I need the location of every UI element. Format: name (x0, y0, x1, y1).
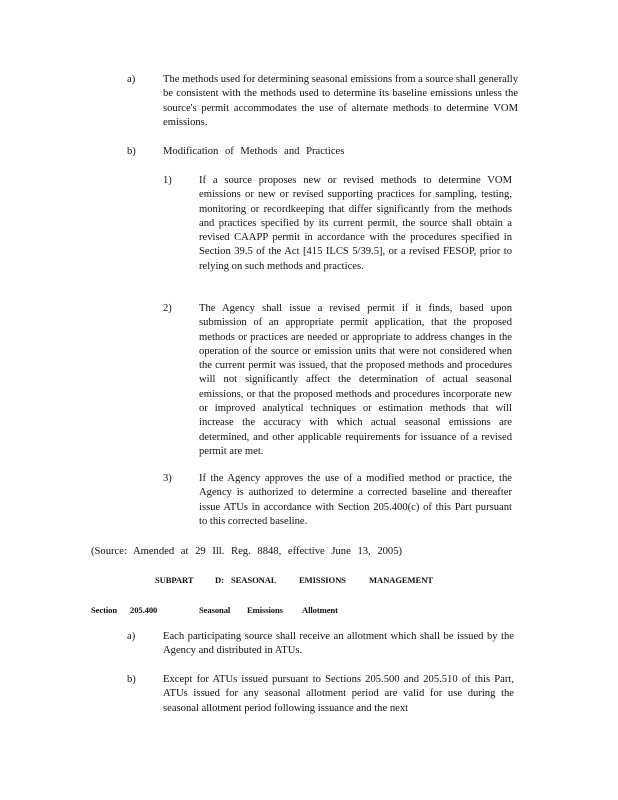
subpart-heading-w5: MANAGEMENT (369, 575, 433, 585)
subitem-1-text: If a source proposes new or revised methods to determine VOM emissions or new or revised supporting practices for sampling, testing, monitoring or recordkeeping that differ significantly from the methods and practices specified by its current permit, the source shall obtain a revised CAAPP permit in accordance with the procedures specified in Section 39.5 of the Act [415 ILCS 5/39.5], or a revised FESOP, prior to relying on such methods and practices. (199, 175, 512, 272)
item-a-text: The methods used for determining seasonal emissions from a source shall generally be consistent with the methods used to determine its baseline emissions unless the source's permit accommodates the use of alternate methods to determine VOM emissions. (163, 74, 518, 128)
item-b-label: b) (127, 146, 136, 157)
subitem-3-text: If the Agency approves the use of a modified method or practice, the Agency is authorized to determine a corrected baseline and thereafter issue ATUs in accordance with Section 205.400(c) of this Part pursuant to this corrected baseline. (199, 473, 512, 527)
subitem-2-text: The Agency shall issue a revised permit if it finds, based upon submission of an appropriate permit application, that the proposed methods or practices are needed or appropriate to address changes in the operation of the source or emission units that were not considered when the current permit was issued, that the proposed methods and procedures will not significantly affect the determination of actual seasonal emissions, or that the proposed methods and procedures incorporate new or improved analytical techniques or estimation methods that will increase the accuracy with which actual seasonal emissions are determined, and other applicable requirements for issuance of a revised permit are met. (199, 303, 512, 457)
section-heading-t3: Allotment (302, 605, 338, 615)
item-b-heading: Modification of Methods and Practices (163, 146, 345, 157)
subpart-heading-w4: EMISSIONS (299, 575, 346, 585)
section-item-b-label: b) (127, 674, 136, 685)
section-item-a-text: Each participating source shall receive an allotment which shall be issued by the Agency and distributed in ATUs. (163, 631, 514, 657)
subitem-1-label: 1) (163, 175, 172, 186)
section-heading-t1: Seasonal (199, 605, 231, 615)
section-heading-word: Section (91, 605, 118, 615)
source-note: (Source: Amended at 29 Ill. Reg. 8848, effective June 13, 2005) (91, 546, 403, 557)
subitem-3-label: 3) (163, 473, 172, 484)
section-item-a-label: a) (127, 631, 136, 642)
section-heading-t2: Emissions (247, 605, 283, 615)
subpart-heading-w2: D: (215, 575, 224, 585)
subitem-2-label: 2) (163, 303, 172, 314)
subpart-heading-w1: SUBPART (155, 575, 194, 585)
section-item-b-text: Except for ATUs issued pursuant to Sections 205.500 and 205.510 of this Part, ATUs issued for any seasonal allotment period are valid for use during the seasonal allotment period following issuance and the next (163, 674, 514, 714)
section-heading-number: 205.400 (130, 605, 158, 615)
item-a-label: a) (127, 74, 136, 85)
subpart-heading-w3: SEASONAL (231, 575, 277, 585)
